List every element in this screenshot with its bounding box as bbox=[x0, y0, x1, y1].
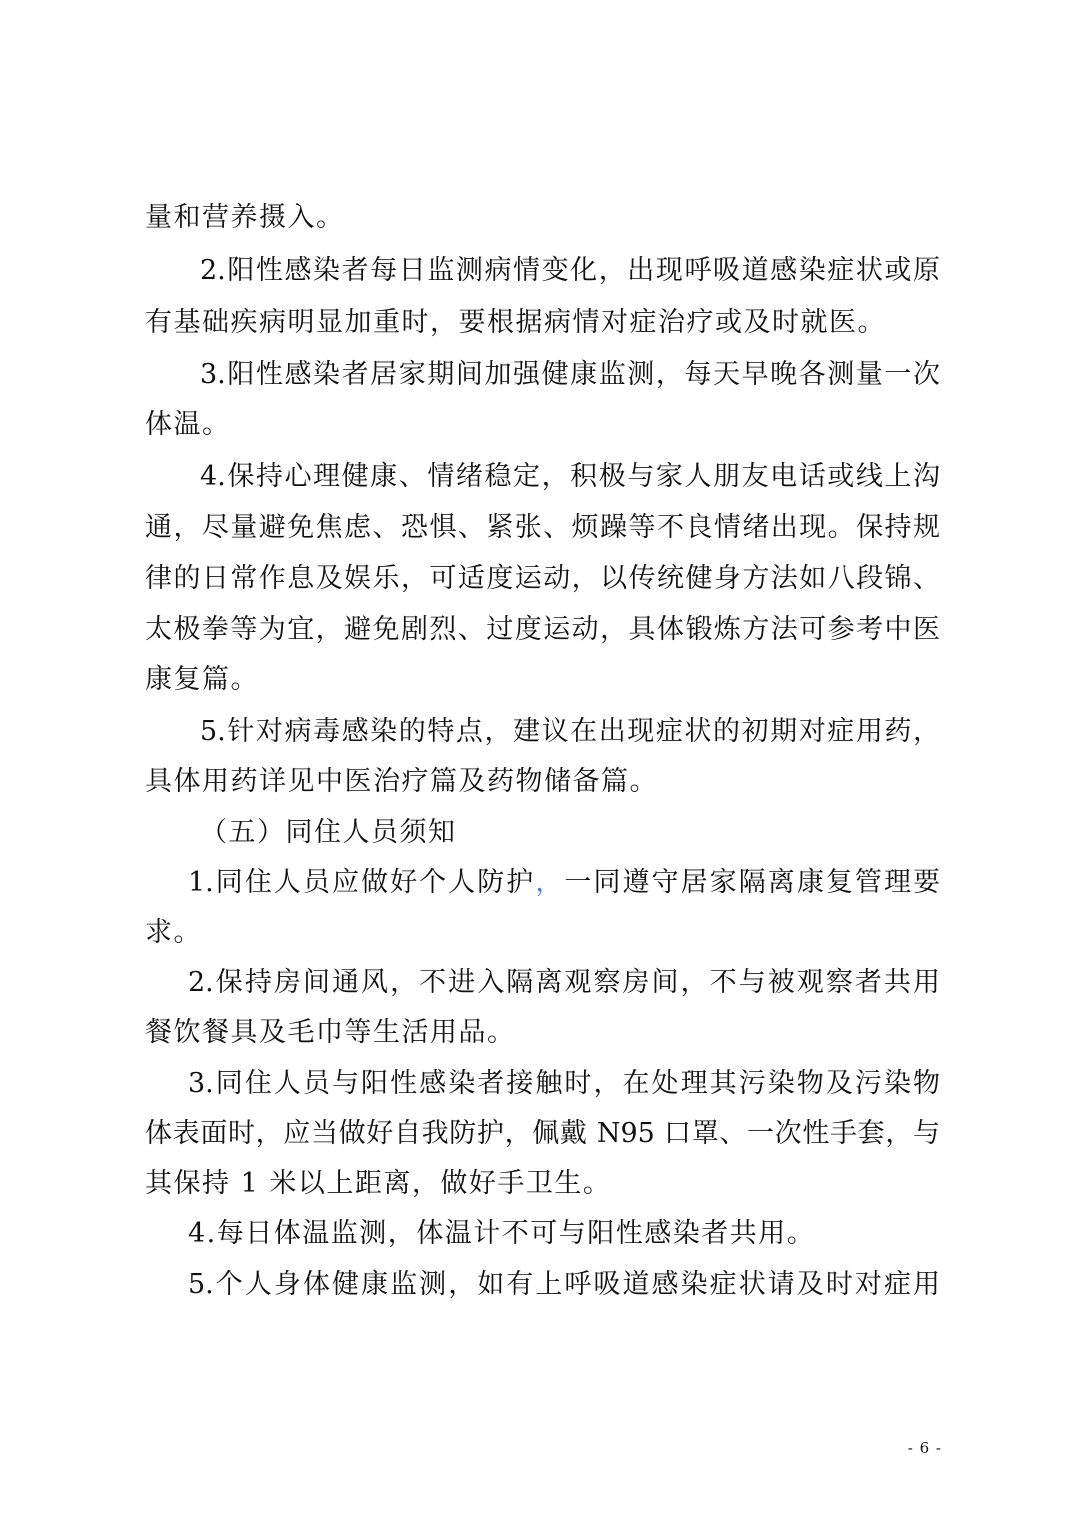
text-line: 3.同住人员与阳性感染者接触时，在处理其污染物及污染物 bbox=[188, 1068, 940, 1099]
text-line: 体温。 bbox=[145, 409, 231, 440]
text-line: 其保持 1 米以上距离，做好手卫生。 bbox=[145, 1168, 612, 1199]
text-line: 餐饮餐具及毛巾等生活用品。 bbox=[145, 1017, 516, 1048]
text-line: 求。 bbox=[145, 917, 202, 948]
text-line: 5.针对病毒感染的特点，建议在出现症状的初期对症用药， bbox=[200, 716, 940, 747]
text-line: 有基础疾病明显加重时，要根据病情对症治疗或及时就医。 bbox=[145, 307, 886, 338]
text-line: 康复篇。 bbox=[145, 664, 259, 695]
text-line: 量和营养摄入。 bbox=[145, 202, 345, 233]
text-segment: 一同遵守居家隔离康复管理要 bbox=[564, 867, 941, 898]
text-line: 3.阳性感染者居家期间加强健康监测，每天早晚各测量一次 bbox=[200, 359, 940, 390]
section-heading: （五）同住人员须知 bbox=[200, 817, 457, 848]
text-line: 2.阳性感染者每日监测病情变化，出现呼吸道感染症状或原 bbox=[200, 255, 940, 286]
text-segment: 1.同住人员应做好个人防护 bbox=[188, 867, 536, 898]
text-line: 4.保持心理健康、情绪稳定，积极与家人朋友电话或线上沟 bbox=[200, 461, 940, 492]
text-line: 2.保持房间通风，不进入隔离观察房间，不与被观察者共用 bbox=[188, 967, 940, 998]
text-line: 4.每日体温监测，体温计不可与阳性感染者共用。 bbox=[188, 1218, 816, 1249]
text-line: 5.个人身体健康监测，如有上呼吸道感染症状请及时对症用 bbox=[188, 1269, 940, 1300]
page-number: - 6 - bbox=[907, 1439, 942, 1457]
text-line bbox=[188, 868, 940, 898]
highlighted-comma: ， bbox=[535, 867, 565, 898]
text-line: 律的日常作息及娱乐，可适度运动，以传统健身方法如八段锦、 bbox=[145, 563, 940, 594]
text-line: 通，尽量避免焦虑、恐惧、紧张、烦躁等不良情绪出现。保持规 bbox=[145, 512, 940, 543]
text-line: 体表面时，应当做好自我防护，佩戴 N95 口罩、一次性手套，与 bbox=[145, 1118, 940, 1149]
text-line: 具体用药详见中医治疗篇及药物储备篇。 bbox=[145, 766, 658, 797]
text-line: 太极拳等为宜，避免剧烈、过度运动，具体锻炼方法可参考中医 bbox=[145, 614, 940, 645]
